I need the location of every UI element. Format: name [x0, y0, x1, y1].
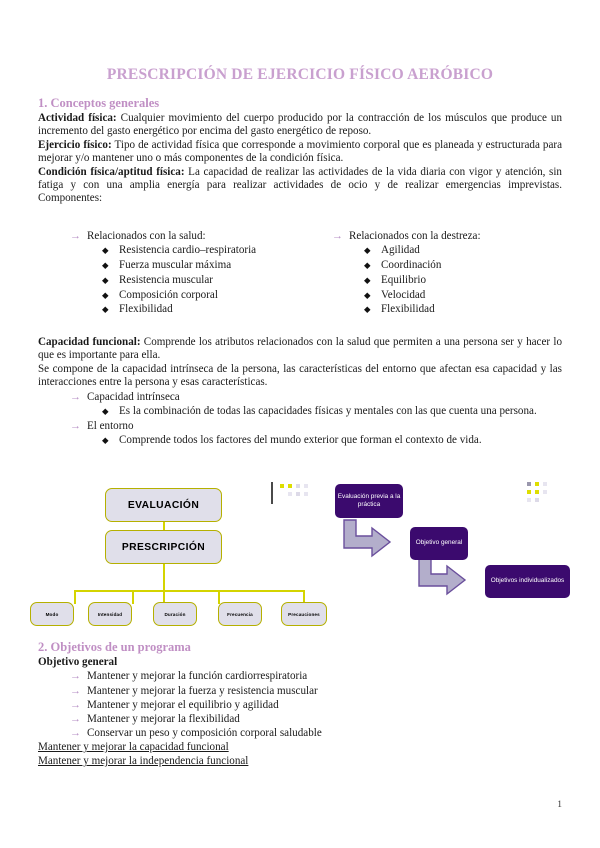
- flow-box-prescripcion: PRESCRIPCIÓN: [105, 530, 222, 564]
- definition-text: La capacidad de realizar las actividades de la vida diaria con vigor y atención, sin fatiga y con una amplia energía para realizar actividades de ocio y de realizar emergencias imprevistas. Componentes:: [38, 165, 562, 205]
- definition-term: Capacidad funcional:: [38, 336, 141, 348]
- underlined-goal-capacidad: Mantener y mejorar la capacidad funcional: [38, 741, 229, 754]
- decorative-dot: [296, 484, 300, 488]
- page-number: 1: [557, 800, 562, 810]
- list-item-label: Equilibrio: [381, 273, 426, 286]
- diamond-icon: ◆: [364, 274, 371, 285]
- arrow-icon: →: [70, 713, 81, 726]
- flow-connector: [218, 590, 220, 604]
- list-item: [70, 229, 300, 243]
- list-item-label: Flexibilidad: [381, 303, 435, 316]
- arrow-icon: →: [70, 390, 81, 403]
- diamond-icon: ◆: [102, 289, 109, 300]
- list-item-label: Coordinación: [381, 259, 442, 271]
- page-title: PRESCRIPCIÓN DE EJERCICIO FÍSICO AERÓBICO: [106, 66, 494, 83]
- capacidad-funcional-block: [38, 336, 562, 448]
- list-item-label: Mantener y mejorar la fuerza y resistencia muscular: [87, 684, 318, 697]
- decorative-dot: [304, 484, 308, 488]
- sub-item-detail-text: Comprende todos los factores del mundo exterior que forman el contexto de vida.: [119, 433, 482, 446]
- list-item: [364, 288, 562, 303]
- definition-text: Tipo de actividad física que corresponde a movimiento corporal que es planeada y estructurada para mejorar y/o mantener uno o más componentes de la condición física.: [38, 138, 562, 165]
- flow-box-intensidad: Intensidad: [88, 602, 132, 626]
- list-item: [102, 288, 300, 303]
- definition-condicion-fisica: [38, 166, 562, 206]
- arrow-icon: →: [70, 419, 81, 432]
- underlined-goal-independencia: Mantener y mejorar la independencia funcional: [38, 755, 249, 768]
- prescription-flowchart: [22, 482, 320, 627]
- flow-connector: [132, 590, 134, 604]
- arrow-icon: →: [70, 684, 81, 697]
- list-item-label: Fuerza muscular máxima: [119, 259, 232, 271]
- purple-box-evaluacion-previa: Evaluación previa a la práctica: [335, 484, 403, 518]
- components-skill-column: [300, 229, 562, 317]
- arrow-icon: →: [332, 230, 343, 242]
- section-1-heading: 1. Conceptos generales: [38, 96, 160, 110]
- list-item: [70, 726, 562, 740]
- decorative-dot: [296, 492, 300, 496]
- diamond-icon: ◆: [102, 304, 109, 315]
- list-item-label: Conservar un peso y composición corporal saludable: [87, 727, 322, 740]
- purple-box-objetivo-general: Objetivo general: [410, 527, 468, 560]
- arrow-icon: →: [70, 727, 81, 740]
- decorative-dot: [288, 492, 292, 496]
- list-item: [364, 243, 562, 258]
- section-1-block: [38, 96, 562, 206]
- decorative-dot: [280, 484, 284, 488]
- flow-box-evaluacion: EVALUACIÓN: [105, 488, 222, 522]
- decorative-dot: [304, 492, 308, 496]
- arrow-icon: →: [70, 230, 81, 242]
- flow-box-frecuencia: Frecuencia: [218, 602, 262, 626]
- decorative-dot: [288, 484, 292, 488]
- list-item-label: Resistencia cardio–respiratoria: [119, 244, 257, 257]
- sub-item-detail: [102, 433, 562, 448]
- flow-box-modo: Modo: [30, 602, 74, 626]
- list-item: [332, 229, 562, 243]
- purple-box-objetivos-individualizados: Objetivos individualizados: [485, 565, 570, 598]
- list-item: [102, 258, 300, 273]
- list-item-label: Composición corporal: [119, 288, 218, 301]
- definition-text: Comprende los atributos relacionados con la salud que permiten a una persona ser y hacer lo que es importante para ella.: [38, 336, 562, 362]
- diamond-icon: ◆: [102, 245, 109, 256]
- list-item: [70, 669, 562, 683]
- list-item: [70, 712, 562, 726]
- sub-item-detail-text: Es la combinación de todas las capacidades físicas y mentales con las que cuenta una persona.: [119, 404, 537, 417]
- sub-item-detail: [102, 404, 562, 419]
- decorative-dots-center: [271, 482, 316, 508]
- components-two-column-list: [38, 229, 562, 317]
- definition-term: Ejercicio físico:: [38, 138, 112, 151]
- list-item-label: Mantener y mejorar el equilibrio y agilidad: [87, 698, 279, 711]
- sub-item-capacidad-intrinseca: [70, 390, 562, 404]
- list-item: [70, 684, 562, 698]
- column-title: Relacionados con la salud:: [87, 230, 206, 242]
- arrow-icon: →: [70, 698, 81, 711]
- diamond-icon: ◆: [364, 260, 371, 270]
- definition-term: Condición física/aptitud física:: [38, 165, 185, 178]
- diamond-icon: ◆: [102, 274, 109, 285]
- definition-term: Actividad física:: [38, 112, 117, 124]
- diamond-icon: ◆: [102, 405, 109, 416]
- paragraph-se-compone: Se compone de la capacidad intrínseca de la persona, las características del entorno que afectan esa capacidad y las interacciones entre la persona y esas características.: [38, 362, 562, 389]
- diamond-icon: ◆: [364, 245, 371, 256]
- objectives-diagram: [325, 482, 575, 612]
- list-item-label: Flexibilidad: [119, 303, 173, 316]
- list-item: [364, 258, 562, 273]
- definition-ejercicio-fisico: [38, 139, 562, 166]
- list-item-label: Mantener y mejorar la función cardiorrespiratoria: [87, 670, 308, 683]
- sub-item-label: El entorno: [87, 419, 134, 432]
- sub-item-label: Capacidad intrínseca: [87, 390, 180, 403]
- diamond-icon: ◆: [364, 289, 371, 300]
- flow-connector: [163, 564, 165, 591]
- list-item-label: Mantener y mejorar la flexibilidad: [87, 713, 240, 726]
- list-item: [102, 273, 300, 288]
- diamond-icon: ◆: [364, 304, 371, 315]
- flow-box-duracion: Duración: [153, 602, 197, 626]
- decorative-bar: [271, 482, 273, 504]
- list-item-label: Agilidad: [381, 244, 420, 257]
- list-item: [364, 302, 562, 317]
- section-2-subheading: Objetivo general: [38, 656, 118, 668]
- list-item-label: Resistencia muscular: [119, 273, 213, 286]
- list-item: [364, 273, 562, 288]
- arrow-icon: →: [70, 670, 81, 683]
- elbow-arrow-icon: [417, 556, 477, 596]
- sub-item-el-entorno: [70, 419, 562, 433]
- flow-box-precauciones: Precauciones: [281, 602, 327, 626]
- elbow-arrow-icon: [342, 518, 402, 558]
- definition-actividad-fisica: [38, 112, 562, 139]
- list-item-label: Velocidad: [381, 288, 426, 301]
- flow-connector: [74, 590, 304, 592]
- definition-text: Cualquier movimiento del cuerpo producido por la contracción de los músculos que produce un incremento del gasto energético por encima del gasto energético de reposo.: [38, 112, 563, 138]
- definition-capacidad-funcional: [38, 336, 562, 363]
- flow-connector: [74, 590, 76, 604]
- list-item: [102, 302, 300, 317]
- section-2-block: [38, 640, 562, 768]
- section-2-heading: 2. Objetivos de un programa: [38, 640, 191, 654]
- list-item: [70, 698, 562, 712]
- column-title: Relacionados con la destreza:: [349, 230, 481, 242]
- diamond-icon: ◆: [102, 434, 109, 445]
- list-item: [102, 243, 300, 258]
- diamond-icon: ◆: [102, 260, 109, 270]
- components-health-column: [38, 229, 300, 317]
